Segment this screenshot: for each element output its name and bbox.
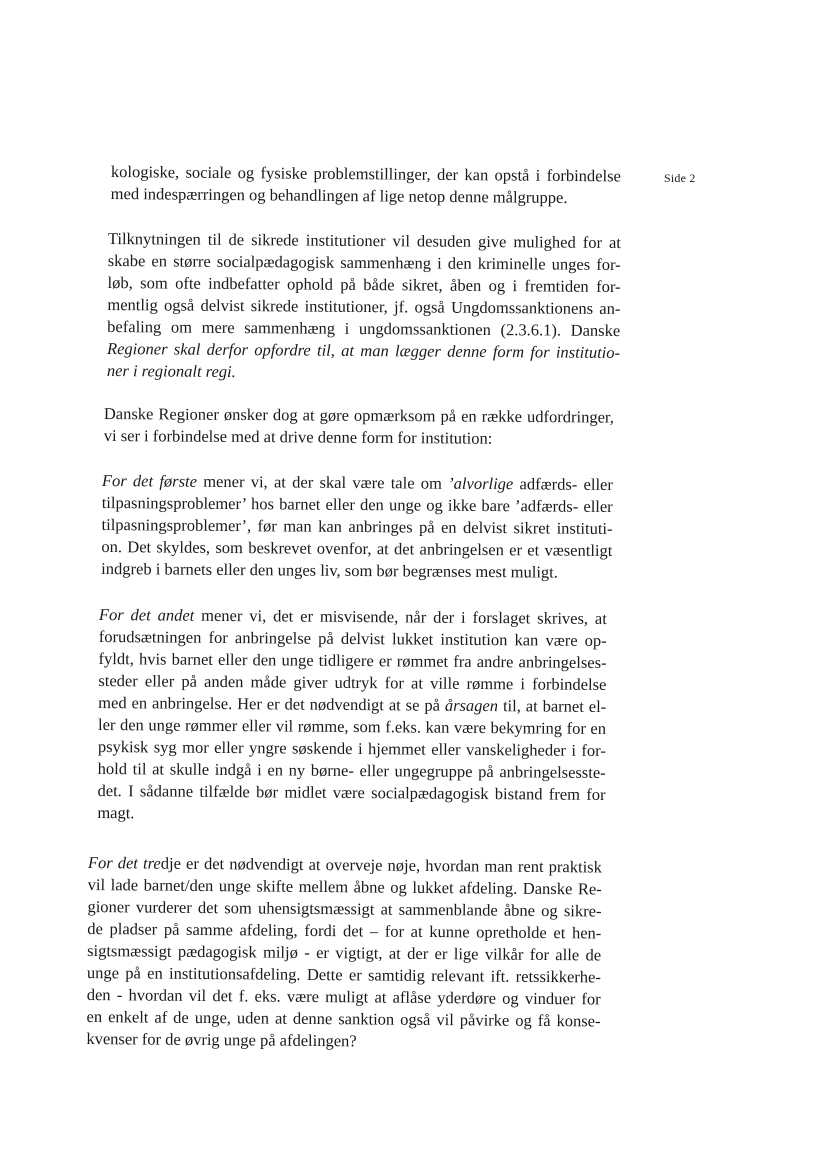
- paragraph-3: [104, 403, 614, 451]
- text-segment: unge på en institutionsafdeling. Dette er samtidig relevant ift. retssikkerhe-: [86, 962, 602, 987]
- text-segment: kvenser for de øvrig unge på afdelingen?: [86, 1028, 357, 1051]
- text-segment: Tilknytningen til de sikrede institutioner vil desuden give mulighed for at: [107, 228, 621, 253]
- page-number-label: Side 2: [664, 171, 696, 185]
- italic-text-segment: ’alvorlige: [448, 473, 514, 494]
- text-line: [111, 183, 621, 209]
- text-segment: med en anbringelse. Her er det nødvendigt at se på: [98, 692, 445, 715]
- text-segment: dje er det nødvendigt at overveje nøje, hvordan man rent praktisk: [160, 853, 602, 877]
- text-segment: tilpasningsproblemer’ hos barnet eller den unge og ikke bare ’adfærds- eller: [101, 492, 613, 517]
- text-line: [107, 360, 620, 386]
- text-segment: fyldt, hvis barnet eller den unge tidligere er rømmet fra andre anbringelses-: [98, 648, 607, 672]
- text-segment: mener vi, det er misvisende, når der i forslaget skrives, at: [194, 605, 607, 628]
- text-segment: mener vi, at der skal være tale om: [196, 471, 449, 493]
- italic-text-segment: For det første: [101, 470, 198, 491]
- text-segment: gioner vurderer det som uhensigtsmæssigt at sammenblande åbne og sikre-: [87, 896, 602, 921]
- italic-text-segment: ner i regionalt regi.: [106, 360, 236, 382]
- text-segment: vi ser i forbindelse med at drive denne form for institution:: [103, 425, 493, 448]
- text-segment: de pladser på samme afdeling, fordi det – for at kunne opretholde et hen-: [87, 918, 602, 943]
- text-segment: hold til at skulle indgå i en ny børne- eller ungegruppe på anbringelsesste-: [97, 758, 606, 782]
- text-line: [86, 1028, 600, 1054]
- text-line: [104, 425, 614, 451]
- paragraph-4: [101, 470, 613, 584]
- italic-text-segment: For det tre: [87, 852, 161, 873]
- text-segment: en enkelt af de unge, uden at denne sanktion også vil påvirke og få konse-: [86, 1006, 601, 1031]
- text-segment: befaling om mere sammenhæng i ungdomssanktionen (2.3.6.1). Danske: [107, 316, 621, 341]
- text-segment: adfærds- eller: [513, 474, 613, 495]
- text-segment: til, at barnet el-: [497, 696, 607, 716]
- text-line: [101, 558, 612, 584]
- text-segment: on. Det skyldes, som beskrevet ovenfor, at det anbringelsen er et væsentligt: [101, 536, 613, 561]
- text-segment: magt.: [97, 802, 135, 823]
- text-line: [97, 802, 605, 828]
- text-segment: Danske Regioner ønsker dog at gøre opmærksom på en række udfordringer,: [103, 403, 614, 427]
- text-segment: indgreb i barnets eller den unges liv, som bør begrænses mest muligt.: [101, 558, 559, 582]
- paragraph-2: [107, 228, 621, 386]
- text-segment: den - hvordan vil det f. eks. være muligt at aflåse yderdøre og vinduer for: [86, 984, 601, 1009]
- text-segment: steder eller på anden måde giver udtryk for at ville rømme i forbindelse: [98, 670, 607, 694]
- text-segment: med indespærringen og behandlingen af lige netop denne målgruppe.: [110, 183, 568, 207]
- text-segment: psykisk syg mor eller yngre søskende i hjemmet eller vanskeligheder i for-: [97, 736, 606, 760]
- text-segment: sigtsmæssigt pædagogisk miljø - er vigtigt, at der er lige vilkår for alle de: [87, 940, 602, 965]
- text-segment: mentlig også delvist sikrede institutioner, jf. også Ungdomssanktionens an-: [107, 294, 621, 319]
- italic-text-segment: Regioner skal derfor opfordre til, at man lægger denne form for institutio-: [106, 338, 621, 363]
- text-segment: vil lade barnet/den unge skifte mellem åbne og lukket afdeling. Danske Re-: [87, 874, 602, 899]
- text-segment: ler den unge rømmer eller vil rømme, som f.eks. kan være bekymring for en: [97, 714, 607, 738]
- text-segment: forudsætningen for anbringelse på delvist lukket institution kan være op-: [98, 626, 607, 650]
- italic-text-segment: For det andet: [98, 604, 195, 625]
- text-segment: det. I sådanne tilfælde bør midlet være socialpædagogisk bistand frem for: [97, 780, 606, 804]
- paragraph-6: [86, 852, 602, 1054]
- paragraph-1: [111, 161, 621, 209]
- text-segment: skabe en større socialpædagogisk sammenhæng i den kriminelle unges for-: [107, 250, 621, 275]
- text-segment: kologiske, sociale og fysiske problemstillinger, der kan opstå i forbindelse: [110, 161, 621, 186]
- italic-text-segment: årsagen: [444, 695, 499, 716]
- text-segment: tilpasningsproblemer’, før man kan anbringes på en delvist sikret instituti-: [101, 514, 613, 539]
- paragraph-5: [97, 604, 607, 828]
- text-segment: løb, som ofte indbefatter ophold på både sikret, åben og i fremtiden for-: [107, 272, 621, 297]
- text-line: [97, 780, 605, 806]
